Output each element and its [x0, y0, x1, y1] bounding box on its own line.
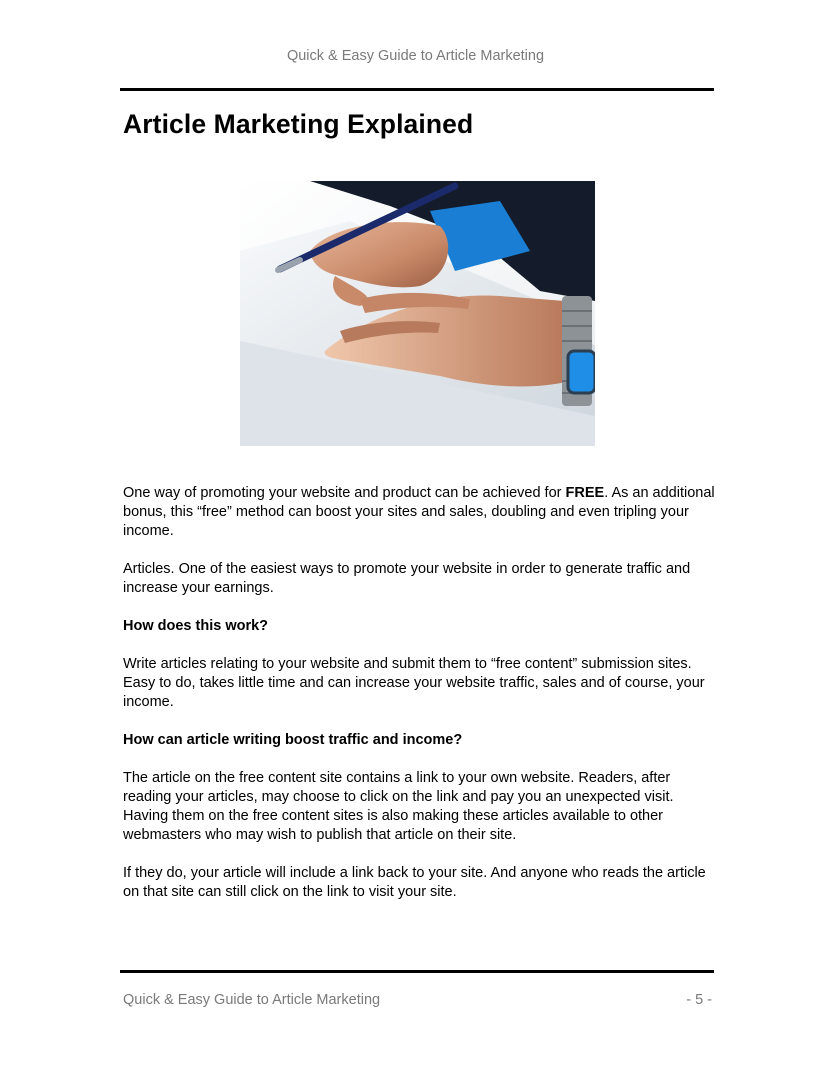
body-paragraph: Articles. One of the easiest ways to promote your website in order to generate traffic and increase your earnings. — [123, 561, 691, 596]
page-number: - 5 - — [686, 992, 712, 1008]
article-body — [123, 484, 718, 921]
header-rule — [120, 88, 714, 91]
body-paragraph: If they do, your article will include a link back to your site. And anyone who reads the article on that site can still click on the link to visit your site. — [123, 865, 706, 900]
body-paragraph: Write articles relating to your website and submit them to “free content” submission sites. Easy to do, takes little time and can increase your website traffic, sales and of course, your income. — [123, 656, 705, 710]
writing-hands-photo — [240, 181, 595, 446]
body-paragraph: The article on the free content site contains a link to your own website. Readers, after reading your articles, may choose to click on the link and pay you an unexpected visit. Having them on the free content sites is also making these articles available to other webmasters who may wish to publish that article on their site. — [123, 770, 674, 843]
running-header: Quick & Easy Guide to Article Marketing — [286, 48, 545, 64]
page-title: Article Marketing Explained — [123, 109, 474, 139]
paragraph-text: . As an additional bonus, this “free” method can boost your sites and sales, doubling and even tripling your income. — [123, 485, 715, 539]
paragraph-text: One way of promoting your website and product can be achieved for — [123, 485, 566, 501]
subheading: How can article writing boost traffic and income? — [123, 732, 463, 748]
emphasis-free: FREE — [565, 485, 605, 501]
footer-title: Quick & Easy Guide to Article Marketing — [123, 992, 381, 1008]
body-paragraph — [123, 484, 718, 541]
footer-rule — [120, 970, 714, 973]
subheading: How does this work? — [123, 618, 269, 634]
